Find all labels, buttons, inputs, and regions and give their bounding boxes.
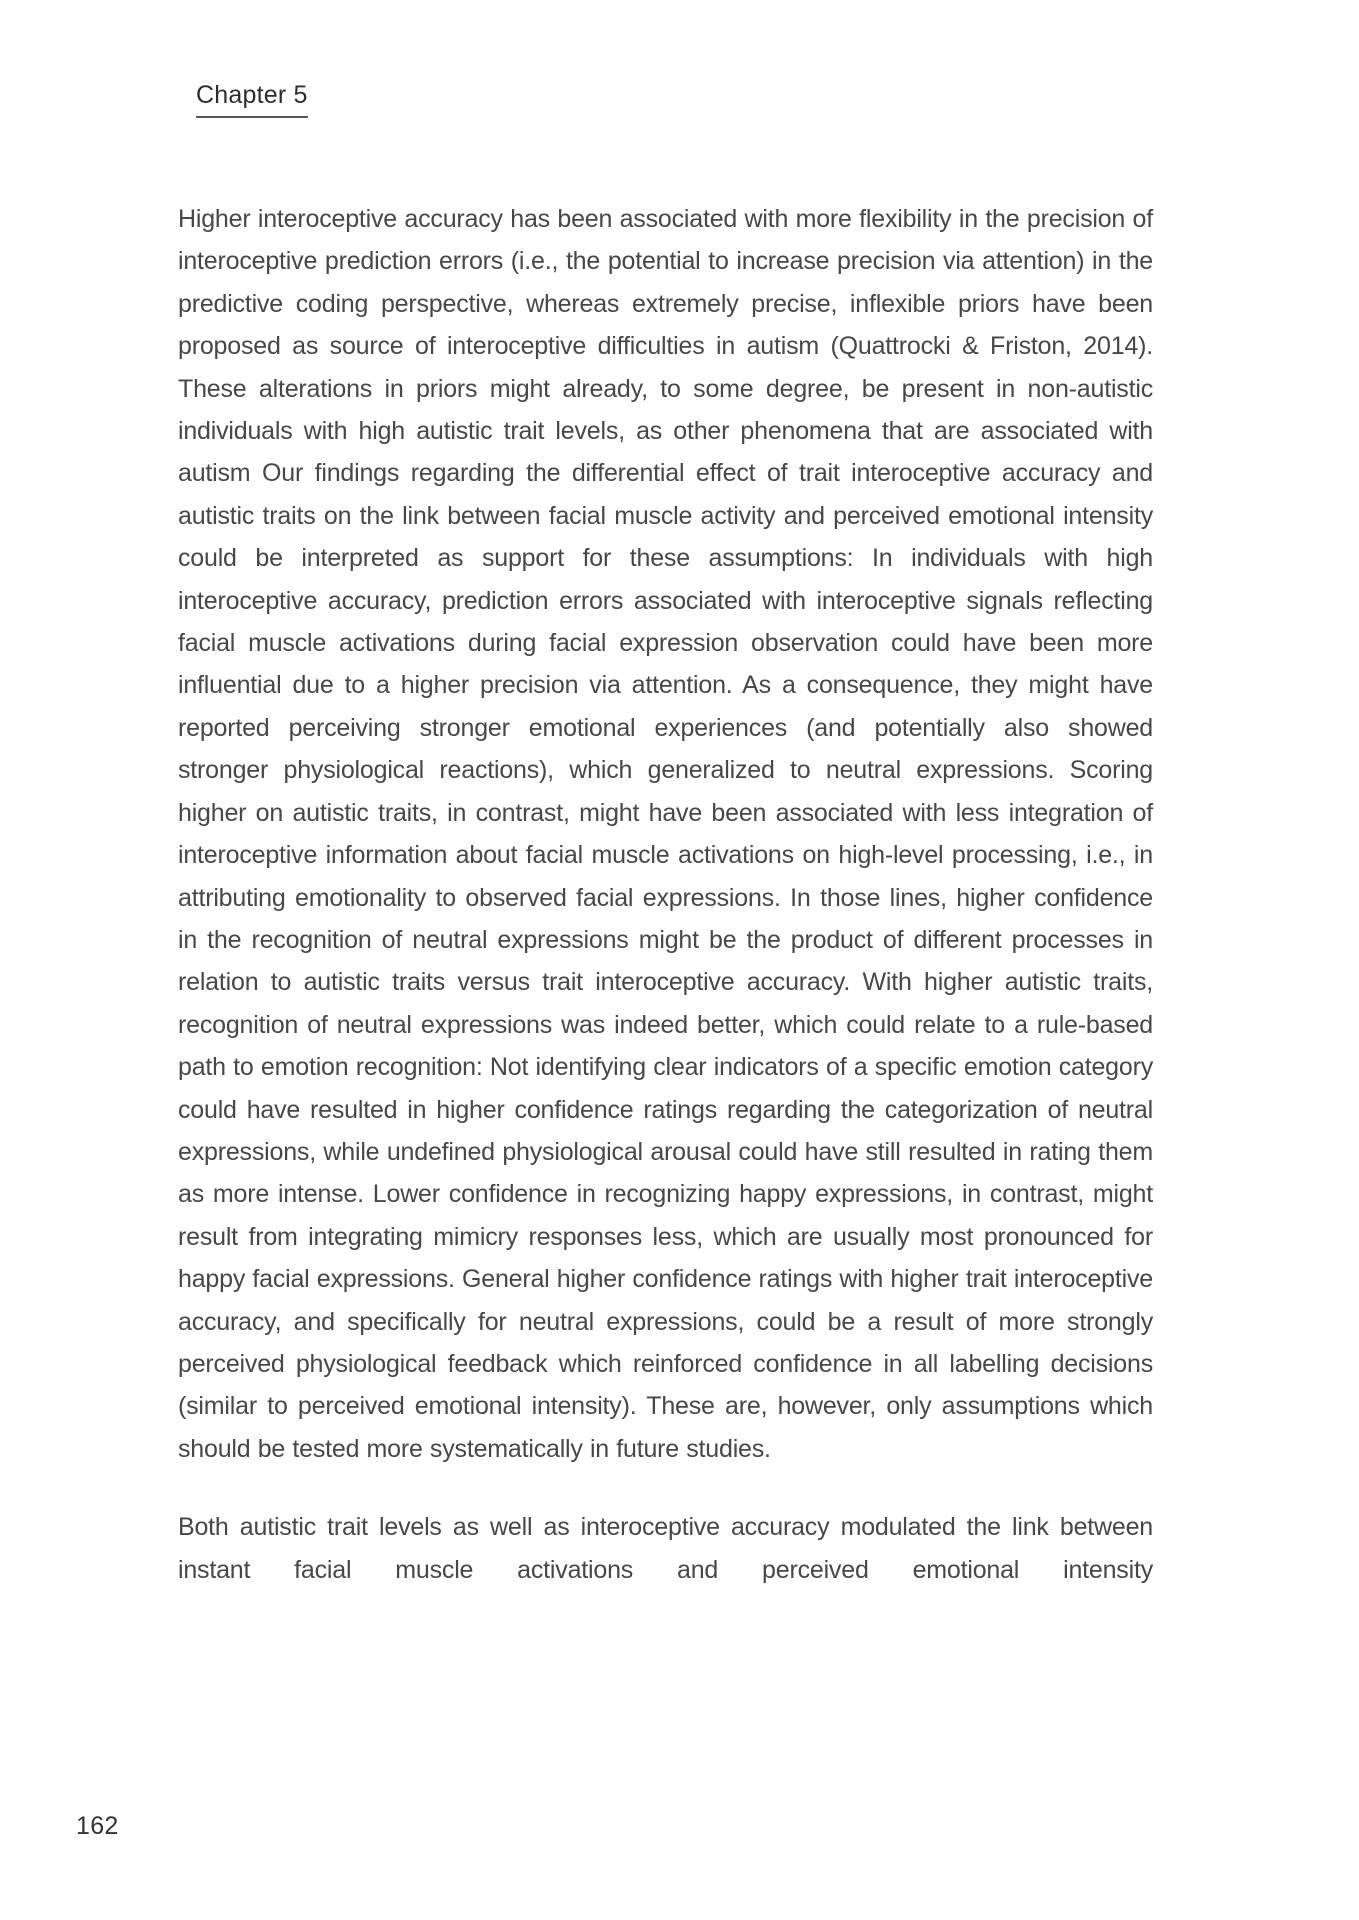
body-paragraph-1: Higher interoceptive accuracy has been associated with more flexibility in the precision of interoceptive prediction errors (i.e., the potential to increase precision via attention) in the predictive coding perspective, whereas extremely precise, inflexible priors have been proposed as source of interoceptive difficulties in autism (Quattrocki & Friston, 2014). These alterations in priors might already, to some degree, be present in non-autistic individuals with high autistic trait levels, as other phenomena that are associated with autism Our findings regarding the differential effect of trait interoceptive accuracy and autistic traits on the link between facial muscle activity and perceived emotional intensity could be interpreted as support for these assumptions: In individuals with high interoceptive accuracy, prediction errors associated with interoceptive signals reflecting facial muscle activations during facial expression observation could have been more influential due to a higher precision via attention. As a consequence, they might have reported perceiving stronger emotional experiences (and potentially also showed stronger physiological reactions), which generalized to neutral expressions. Scoring higher on autistic traits, in contrast, might have been associated with less integration of interoceptive information about facial muscle activations on high-level processing, i.e., in attributing emotionality to observed facial expressions. In those lines, higher confidence in the recognition of neutral expressions might be the product of different processes in relation to autistic traits versus trait interoceptive accuracy. With higher autistic traits, recognition of neutral expressions was indeed better, which could relate to a rule-based path to emotion recognition: Not identifying clear indicators of a specific emotion category could have resulted in higher confidence ratings regarding the categorization of neutral expressions, while undefined physiological arousal could have still resulted in rating them as more intense. Lower confidence in recognizing happy expressions, in contrast, might result from integrating mimicry responses less, which are usually most pronounced for happy facial expressions. General higher confidence ratings with higher trait interoceptive accuracy, and specifically for neutral expressions, could be a result of more strongly perceived physiological feedback which reinforced confidence in all labelling decisions (similar to perceived emotional intensity). These are, however, only assumptions which should be tested more systematically in future studies. [178,205,1153,1463]
page-number: 162 [76,1812,119,1840]
page-body [178,198,1153,1591]
chapter-heading-label: Chapter 5 [196,81,308,109]
body-paragraph-2: Both autistic trait levels as well as interoceptive accuracy modulated the link between instant facial muscle activations and perceived emotional intensity [178,1513,1153,1584]
chapter-heading [196,82,308,118]
